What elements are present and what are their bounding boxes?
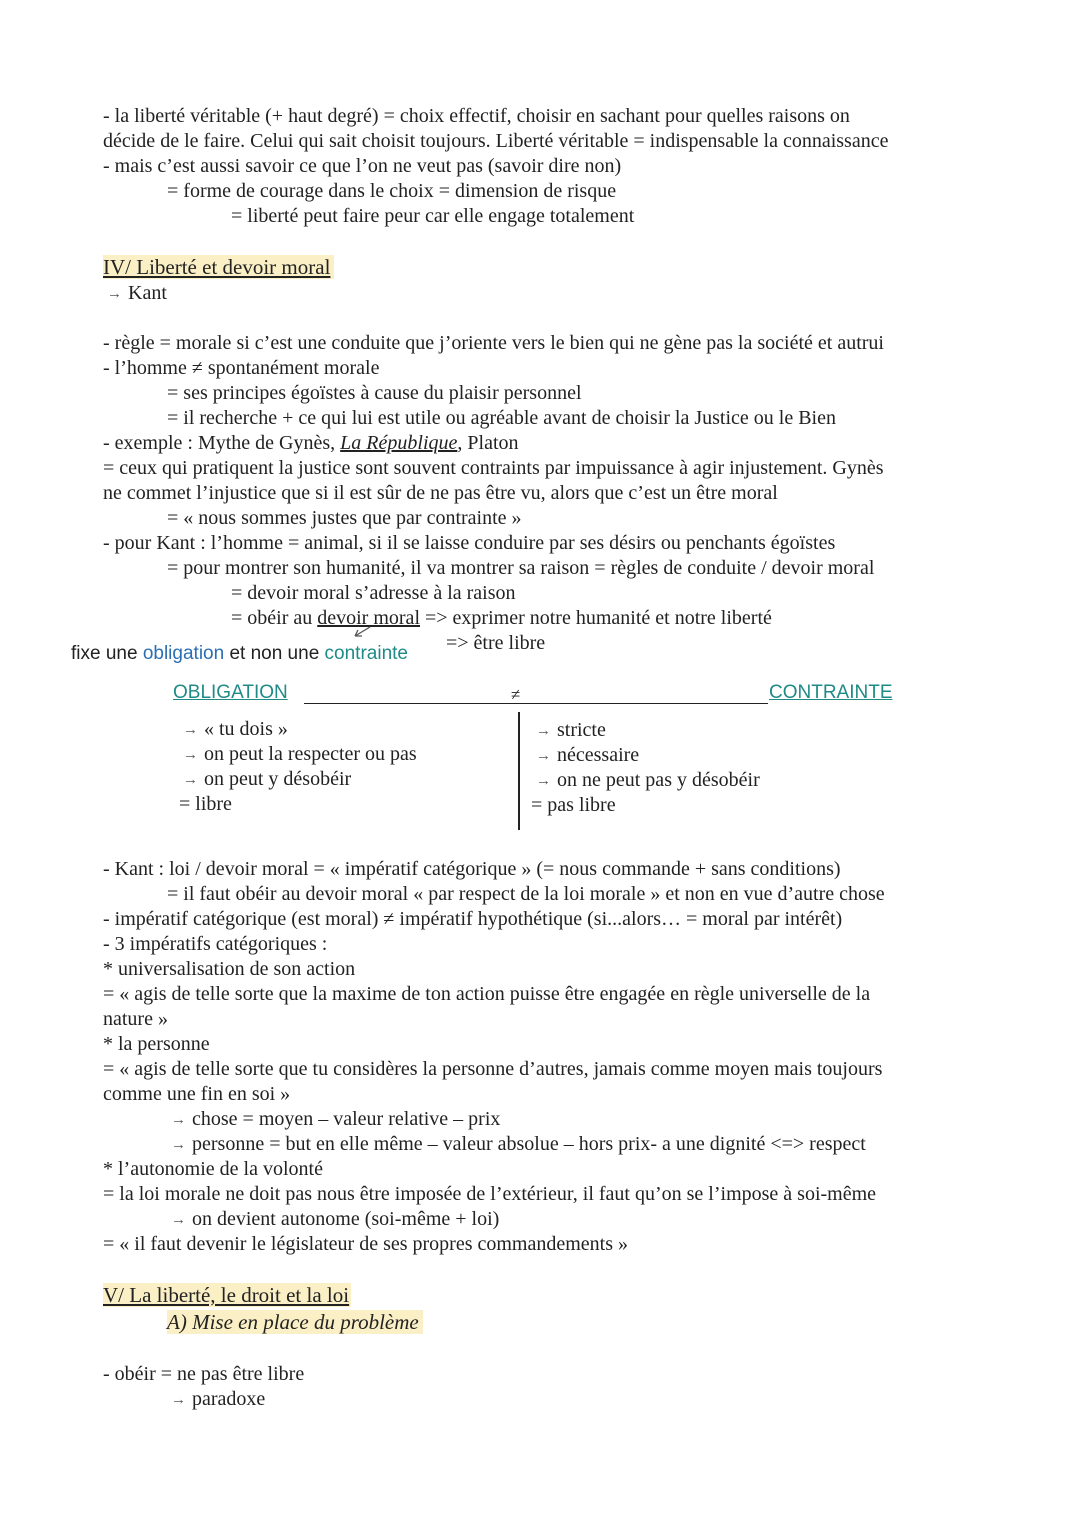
list-item-text: nécessaire: [557, 744, 640, 766]
list-item-text: paradoxe: [192, 1388, 266, 1410]
section-heading: [103, 255, 334, 280]
text-line: nature »: [103, 1008, 168, 1030]
table-underline: [304, 703, 768, 704]
note-part: et non une: [224, 643, 325, 664]
subsection-heading-text: A) Mise en place du problème: [167, 1310, 423, 1334]
text-line: décide de le faire. Celui qui sait choisit toujours. Liberté véritable = indispensable la connaissance: [103, 130, 889, 152]
text-line: comme une fin en soi »: [103, 1083, 291, 1105]
arrow-right-icon: →: [107, 286, 122, 302]
k4-prefix: = obéir au: [231, 607, 318, 629]
obligation-header-text: OBLIGATION: [173, 682, 288, 703]
text-line: [171, 1132, 866, 1159]
arrow-right-icon: →: [171, 1212, 186, 1228]
list-item: [536, 768, 760, 795]
section-heading: [103, 1283, 351, 1308]
text-line: - mais c’est aussi savoir ce que l’on ne veut pas (savoir dire non): [103, 155, 622, 177]
text-line: - impératif catégorique (est moral) ≠ impératif hypothétique (si...alors… = moral par intérêt): [103, 908, 843, 930]
text-line: [231, 606, 772, 631]
arrow-right-icon: →: [171, 1112, 186, 1128]
text-line: - la liberté véritable (+ haut degré) = choix effectif, choisir en sachant pour quelles raisons on: [103, 105, 850, 127]
arrow-right-icon: →: [183, 747, 198, 763]
text-line: - obéir = ne pas être libre: [103, 1363, 305, 1385]
list-item-text: stricte: [557, 719, 606, 741]
list-item: [536, 743, 639, 770]
example-prefix: - exemple : Mythe de Gynès,: [103, 432, 341, 454]
arrow-right-icon: →: [536, 773, 551, 789]
list-item: = pas libre: [531, 794, 616, 816]
list-item-text: personne = but en elle même – valeur absolue – hors prix- a une dignité <=> respect: [192, 1133, 866, 1155]
arrow-right-icon: →: [171, 1392, 186, 1408]
book-title: La République: [340, 432, 458, 454]
obligation-header: [173, 682, 288, 704]
text-line: = il faut obéir au devoir moral « par respect de la loi morale » et non en vue d’autre chose: [167, 883, 885, 905]
text-line: - règle = morale si c’est une conduite que j’oriente vers le bien qui ne gène pas la société et autrui: [103, 332, 884, 354]
contrainte-word: contrainte: [324, 643, 408, 664]
text-line: [171, 1207, 499, 1234]
arrow-right-icon: →: [536, 748, 551, 764]
text-line: [171, 1387, 265, 1414]
text-line: ne commet l’injustice que si il est sûr de ne pas être vu, alors que c’est un être moral: [103, 482, 778, 504]
list-item-text: on peut la respecter ou pas: [204, 743, 417, 765]
text-line: = « nous sommes justes que par contrainte »: [167, 507, 522, 529]
text-line: = liberté peut faire peur car elle engage totalement: [231, 205, 635, 227]
section-heading-text: V/ La liberté, le droit et la loi: [103, 1283, 350, 1307]
text-line: * l’autonomie de la volonté: [103, 1158, 323, 1180]
list-item: [183, 767, 351, 794]
text-line: - l’homme ≠ spontanément morale: [103, 357, 380, 379]
text-line: [107, 281, 167, 308]
text-line: => être libre: [446, 632, 546, 654]
obligation-word: obligation: [142, 643, 225, 664]
list-item: [183, 717, 288, 744]
text-line: - 3 impératifs catégoriques :: [103, 933, 328, 955]
handdrawn-arrow-icon: [350, 624, 374, 640]
list-item-text: on ne peut pas y désobéir: [557, 769, 760, 791]
text-line: [171, 1107, 500, 1134]
text-line: * la personne: [103, 1033, 210, 1055]
text-line: = « agis de telle sorte que tu considères la personne d’autres, jamais comme moyen mais toujours: [103, 1058, 883, 1080]
kant-label: Kant: [128, 282, 167, 304]
list-item-text: chose = moyen – valeur relative – prix: [192, 1108, 501, 1130]
arrow-right-icon: →: [171, 1137, 186, 1153]
text-line: - Kant : loi / devoir moral = « impératif catégorique » (= nous commande + sans conditions): [103, 858, 841, 880]
note-part: fixe une: [71, 643, 143, 664]
devoir-moral-link: devoir moral: [317, 607, 420, 629]
list-item: [183, 742, 417, 769]
text-line: = pour montrer son humanité, il va montrer sa raison = règles de conduite / devoir moral: [167, 557, 875, 579]
margin-note: [71, 641, 408, 666]
arrow-right-icon: →: [183, 772, 198, 788]
text-line: = « agis de telle sorte que la maxime de ton action puisse être engagée en règle universelle de la: [103, 983, 871, 1005]
contrainte-header: [769, 682, 893, 704]
text-line: = ceux qui pratiquent la justice sont souvent contraints par impuissance à agir injustement. Gynès: [103, 457, 884, 479]
contrainte-header-text: CONTRAINTE: [769, 682, 893, 703]
list-item: = libre: [179, 793, 232, 815]
section-heading-text: IV/ Liberté et devoir moral: [103, 255, 334, 279]
text-line: [103, 431, 519, 456]
text-line: = « il faut devenir le législateur de ses propres commandements »: [103, 1233, 629, 1255]
list-item-text: « tu dois »: [204, 718, 288, 740]
list-item-text: on peut y désobéir: [204, 768, 352, 790]
table-divider: [518, 712, 520, 830]
example-suffix: , Platon: [457, 432, 519, 454]
arrow-right-icon: →: [183, 722, 198, 738]
text-line: * universalisation de son action: [103, 958, 356, 980]
text-line: = la loi morale ne doit pas nous être imposée de l’extérieur, il faut qu’on se l’impose à soi-même: [103, 1183, 877, 1205]
text-line: = devoir moral s’adresse à la raison: [231, 582, 516, 604]
subsection-heading: [167, 1310, 423, 1335]
text-line: = ses principes égoïstes à cause du plaisir personnel: [167, 382, 582, 404]
not-equal-sign: ≠: [511, 685, 521, 704]
text-line: = il recherche + ce qui lui est utile ou agréable avant de choisir la Justice ou le Bien: [167, 407, 836, 429]
list-item: [536, 718, 606, 745]
list-item-text: on devient autonome (soi-même + loi): [192, 1208, 500, 1230]
arrow-right-icon: →: [536, 723, 551, 739]
text-line: - pour Kant : l’homme = animal, si il se laisse conduire par ses désirs ou penchants égoïstes: [103, 532, 836, 554]
text-line: = forme de courage dans le choix = dimension de risque: [167, 180, 617, 202]
k4-suffix: => exprimer notre humanité et notre liberté: [420, 607, 772, 629]
